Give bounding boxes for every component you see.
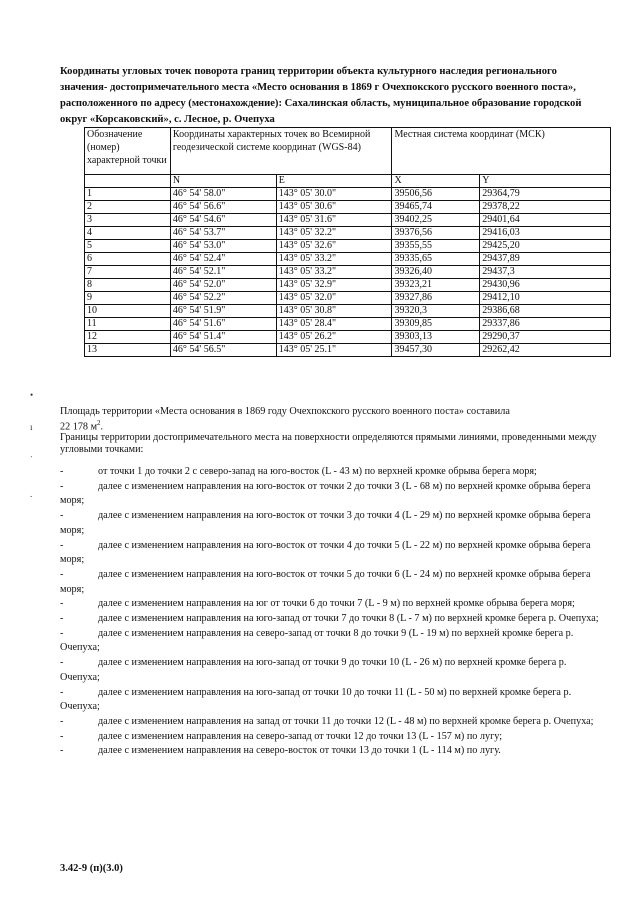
dash-marker: - xyxy=(60,598,64,610)
table-row xyxy=(85,253,611,266)
list-item xyxy=(60,744,605,759)
cell-x: 39506,56 xyxy=(392,188,480,201)
subheader-empty xyxy=(85,175,171,188)
boundary-text: далее с изменением направления на юго-запад от точки 9 до точки 10 (L - 26 м) по верхней кромке берега р. Очепуха; xyxy=(60,657,567,683)
dash-marker: - xyxy=(60,539,64,551)
document-title: Координаты угловых точек поворота границ территории объекта культурного наследия регионального значения- достопримечательного места «Место основания в 1869 г Очехпокского русского военного поста», расположенного по адресу (местонахождение): Сахалинская область, муниципальное образование городской округ «Корсаковский», с. Лесное, р. Очепуха xyxy=(60,66,582,125)
table-row xyxy=(85,331,611,344)
boundary-text: далее с изменением направления на юго-запад от точки 7 до точки 8 (L - 7 м) по верхней кромке берега р. Очепуха; xyxy=(98,613,599,625)
cell-n: 46° 54' 56.6" xyxy=(170,201,276,214)
cell-y: 29262,42 xyxy=(480,344,611,357)
cell-y: 29401,64 xyxy=(480,214,611,227)
cell-e: 143° 05' 32.9" xyxy=(276,279,392,292)
cell-x: 39402,25 xyxy=(392,214,480,227)
dash-marker: - xyxy=(60,466,64,477)
area-paragraph xyxy=(60,406,600,455)
cell-id: 12 xyxy=(85,331,171,344)
margin-mark: . xyxy=(30,489,33,499)
cell-id: 1 xyxy=(85,188,171,201)
cell-e: 143° 05' 25.1" xyxy=(276,344,392,357)
table-row xyxy=(85,318,611,331)
cell-e: 143° 05' 31.6" xyxy=(276,214,392,227)
cell-id: 8 xyxy=(85,279,171,292)
list-item xyxy=(60,465,605,480)
list-item xyxy=(60,627,605,656)
list-item xyxy=(60,612,605,627)
table-row xyxy=(85,279,611,292)
cell-e: 143° 05' 30.8" xyxy=(276,305,392,318)
cell-y: 29364,79 xyxy=(480,188,611,201)
cell-x: 39355,55 xyxy=(392,240,480,253)
cell-id: 3 xyxy=(85,214,171,227)
list-item xyxy=(60,686,605,715)
subheader-n: N xyxy=(170,175,276,188)
boundary-list xyxy=(60,465,605,759)
boundary-text: далее с изменением направления на юго-запад от точки 10 до точки 11 (L - 50 м) по верхней кромке берега р. Очепуха; xyxy=(60,686,572,713)
cell-x: 39457,30 xyxy=(392,344,480,357)
dash-marker: - xyxy=(60,657,64,669)
boundary-text: далее с изменением направления на юго-восток от точки 3 до точки 4 (L - 29 м) по верхней кромке обрыва берега моря; xyxy=(60,510,591,536)
margin-mark: ı xyxy=(30,422,33,432)
cell-n: 46° 54' 51.4" xyxy=(170,331,276,344)
margin-mark: ᐧ xyxy=(30,452,33,462)
cell-x: 39326,40 xyxy=(392,266,480,279)
dash-marker: - xyxy=(60,568,64,580)
header-msk: Местная система координат (МСК) xyxy=(392,128,611,175)
cell-x: 39320,3 xyxy=(392,305,480,318)
cell-e: 143° 05' 32.0" xyxy=(276,292,392,305)
table-row xyxy=(85,292,611,305)
cell-e: 143° 05' 30.0" xyxy=(276,188,392,201)
cell-x: 39327,86 xyxy=(392,292,480,305)
margin-mark: • xyxy=(30,390,34,400)
list-item xyxy=(60,568,605,597)
dash-marker: - xyxy=(60,715,64,727)
cell-id: 6 xyxy=(85,253,171,266)
cell-x: 39309,85 xyxy=(392,318,480,331)
cell-id: 13 xyxy=(85,344,171,357)
boundary-text: далее с изменением направления на северо-запад от точки 12 до точки 13 (L - 157 м) по лугу; xyxy=(98,730,503,742)
header-wgs84: Координаты характерных точек во Всемирной геодезической системе координат (WGS-84) xyxy=(170,128,392,175)
coordinates-table xyxy=(84,127,611,357)
boundary-intro: Границы территории достопримечательного места на поверхности определяются прямыми линиями, проведенными между угловыми точками: xyxy=(60,432,597,455)
cell-x: 39303,13 xyxy=(392,331,480,344)
boundary-text: далее с изменением направления на северо-восток от точки 13 до точки 1 (L - 114 м) по лугу. xyxy=(98,745,501,757)
table-row xyxy=(85,266,611,279)
boundary-text: далее с изменением направления на юг от точки 6 до точки 7 (L - 9 м) по верхней кромке обрыва берега моря; xyxy=(98,598,575,610)
boundary-text: далее с изменением направления на юго-восток от точки 4 до точки 5 (L - 22 м) по верхней кромке обрыва берега моря; xyxy=(60,539,591,566)
dash-marker: - xyxy=(60,730,64,742)
cell-id: 7 xyxy=(85,266,171,279)
cell-x: 39376,56 xyxy=(392,227,480,240)
cell-n: 46° 54' 56.5" xyxy=(170,344,276,357)
list-item xyxy=(60,480,605,509)
cell-n: 46° 54' 52.4" xyxy=(170,253,276,266)
area-unit-sup: 2 xyxy=(97,418,101,427)
area-value-line xyxy=(60,418,600,433)
cell-id: 9 xyxy=(85,292,171,305)
table-row xyxy=(85,227,611,240)
table-subheader-row xyxy=(85,175,611,188)
footer-code: 3.42-9 (п)(3.0) xyxy=(60,863,123,874)
cell-id: 5 xyxy=(85,240,171,253)
cell-e: 143° 05' 30.6" xyxy=(276,201,392,214)
cell-e: 143° 05' 32.2" xyxy=(276,227,392,240)
cell-e: 143° 05' 33.2" xyxy=(276,253,392,266)
dash-marker: - xyxy=(60,627,64,639)
list-item xyxy=(60,509,605,538)
cell-y: 29437,89 xyxy=(480,253,611,266)
cell-x: 39323,21 xyxy=(392,279,480,292)
table-row xyxy=(85,214,611,227)
list-item xyxy=(60,539,605,568)
boundary-text: далее с изменением направления на юго-восток от точки 2 до точки 3 (L - 68 м) по верхней кромке обрыва берега моря; xyxy=(60,480,591,507)
cell-y: 29378,22 xyxy=(480,201,611,214)
cell-n: 46° 54' 58.0" xyxy=(170,188,276,201)
cell-n: 46° 54' 51.9" xyxy=(170,305,276,318)
dash-marker: - xyxy=(60,745,64,757)
cell-x: 39335,65 xyxy=(392,253,480,266)
area-value: 22 178 м xyxy=(60,420,98,432)
cell-e: 143° 05' 32.6" xyxy=(276,240,392,253)
table-header-row xyxy=(85,128,611,175)
cell-e: 143° 05' 26.2" xyxy=(276,331,392,344)
cell-y: 29290,37 xyxy=(480,331,611,344)
cell-n: 46° 54' 52.2" xyxy=(170,292,276,305)
cell-x: 39465,74 xyxy=(392,201,480,214)
table-row xyxy=(85,240,611,253)
cell-n: 46° 54' 54.6" xyxy=(170,214,276,227)
cell-y: 29386,68 xyxy=(480,305,611,318)
cell-n: 46° 54' 51.6" xyxy=(170,318,276,331)
list-item xyxy=(60,715,605,730)
boundary-text: далее с изменением направления на запад от точки 11 до точки 12 (L - 48 м) по верхней кромке берега р. Очепуха; xyxy=(98,715,594,727)
table-row xyxy=(85,305,611,318)
list-item xyxy=(60,730,605,745)
cell-id: 2 xyxy=(85,201,171,214)
cell-y: 29430,96 xyxy=(480,279,611,292)
list-item xyxy=(60,597,605,612)
boundary-text: далее с изменением направления на юго-восток от точки 5 до точки 6 (L - 24 м) по верхней кромке обрыва берега моря; xyxy=(60,568,591,595)
subheader-x: X xyxy=(392,175,480,188)
area-text: Площадь территории «Места основания в 1869 году Очехпокского русского военного поста» составила xyxy=(60,406,510,417)
cell-y: 29425,20 xyxy=(480,240,611,253)
boundary-text: от точки 1 до точки 2 с северо-запад на юго-восток (L - 43 м) по верхней кромке обрыва берега моря; xyxy=(98,466,537,477)
dash-marker: - xyxy=(60,480,64,492)
cell-n: 46° 54' 53.7" xyxy=(170,227,276,240)
subheader-y: Y xyxy=(480,175,611,188)
header-point-designation: Обозначение (номер) характерной точки xyxy=(85,128,171,175)
cell-e: 143° 05' 28.4" xyxy=(276,318,392,331)
cell-n: 46° 54' 52.0" xyxy=(170,279,276,292)
dash-marker: - xyxy=(60,510,64,522)
cell-id: 11 xyxy=(85,318,171,331)
cell-id: 4 xyxy=(85,227,171,240)
cell-n: 46° 54' 52.1" xyxy=(170,266,276,279)
cell-y: 29416,03 xyxy=(480,227,611,240)
boundary-text: далее с изменением направления на северо-запад от точки 8 до точки 9 (L - 19 м) по верхней кромке берега р. Очепуха; xyxy=(60,627,574,654)
dash-marker: - xyxy=(60,686,64,698)
dash-marker: - xyxy=(60,613,64,625)
table-row xyxy=(85,344,611,357)
cell-y: 29437,3 xyxy=(480,266,611,279)
table-row xyxy=(85,188,611,201)
cell-e: 143° 05' 33.2" xyxy=(276,266,392,279)
list-item xyxy=(60,656,605,685)
cell-y: 29337,86 xyxy=(480,318,611,331)
area-value-end: . xyxy=(100,420,104,432)
cell-id: 10 xyxy=(85,305,171,318)
subheader-e: E xyxy=(276,175,392,188)
cell-y: 29412,10 xyxy=(480,292,611,305)
table-row xyxy=(85,201,611,214)
cell-n: 46° 54' 53.0" xyxy=(170,240,276,253)
